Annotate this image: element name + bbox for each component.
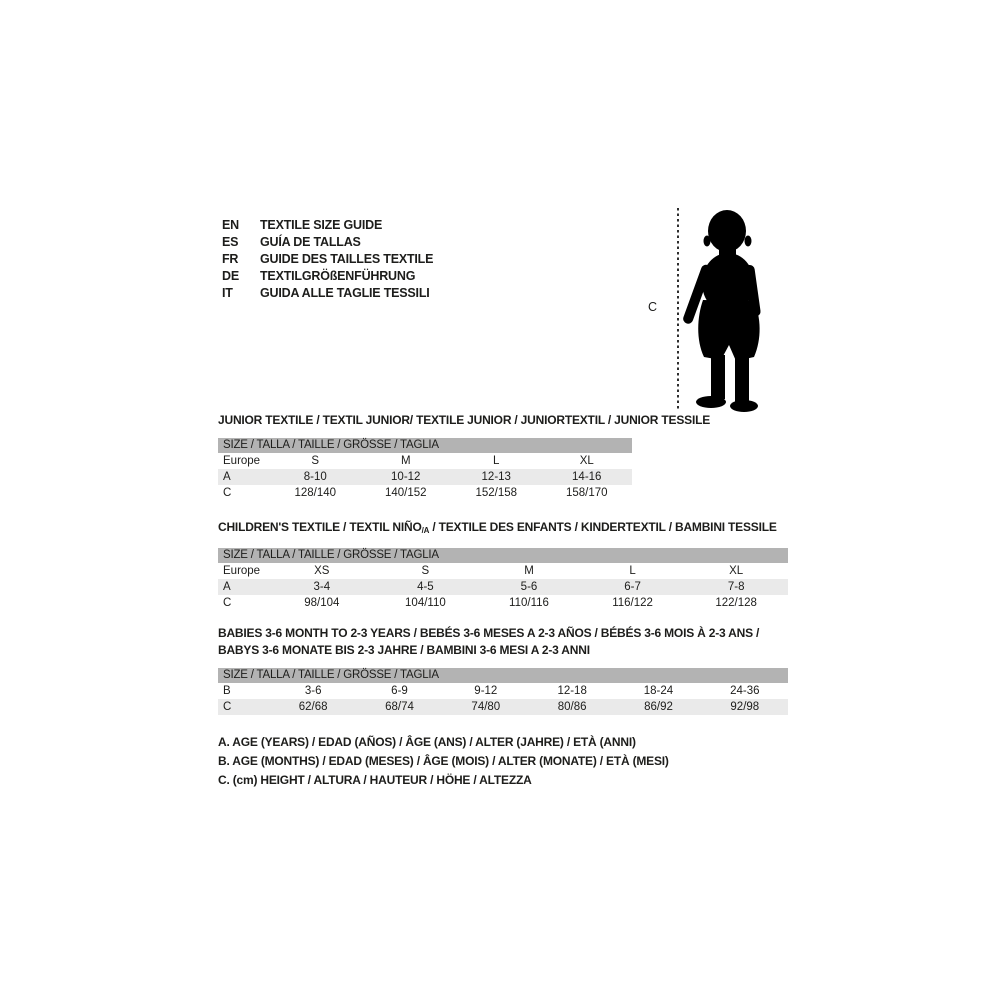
table-cell: 6-7 [624, 581, 641, 593]
language-code: IT [222, 285, 233, 300]
language-guide-label: TEXTILE SIZE GUIDE [260, 217, 383, 232]
language-row-fr [222, 250, 433, 267]
table-cell: 158/170 [565, 487, 608, 499]
table-title-babies-textile [218, 625, 788, 659]
table-title-text: BABYS 3-6 MONATE BIS 2-3 JAHRE / BAMBINI 3-6 MESI A 2-3 ANNI [218, 643, 590, 657]
table-cell: 128/140 [294, 487, 337, 499]
table-cell: XL [729, 565, 744, 577]
table-cell: 24-36 [730, 685, 760, 697]
table-row [218, 469, 632, 485]
table-cell: 62/68 [298, 701, 328, 713]
table-cell: 8-10 [303, 471, 327, 483]
table-cell: 5-6 [520, 581, 538, 593]
table-cell: 12-18 [557, 685, 587, 697]
language-code: FR [222, 251, 239, 266]
row-label: C [223, 597, 232, 609]
table-cell: 110/116 [509, 597, 549, 609]
table-cell: 10-12 [391, 471, 421, 483]
table-cell: 18-24 [643, 685, 674, 697]
size-band-header: SIZE / TALLA / TAILLE / GRÖSSE / TAGLIA [218, 668, 788, 683]
row-label: C [223, 701, 232, 713]
table-cell: XL [579, 455, 594, 467]
table-cell: 4-5 [417, 581, 434, 593]
language-row-es [222, 233, 433, 250]
row-label: C [223, 487, 232, 499]
row-label: A [223, 471, 231, 483]
height-dotted-line [677, 208, 679, 409]
size-band-header: SIZE / TALLA / TAILLE / GRÖSSE / TAGLIA [218, 548, 788, 563]
table-row [218, 579, 788, 595]
table-title-text: /A [421, 526, 430, 535]
table-cell: 9-12 [474, 685, 498, 697]
table-cell: S [311, 455, 320, 467]
table-cell: 3-6 [304, 685, 322, 697]
table-cell: 12-13 [481, 471, 511, 483]
language-guide-label: GUIDA ALLE TAGLIE TESSILI [260, 285, 430, 300]
table-cell: 80/86 [557, 701, 587, 713]
table-cell: 122/128 [715, 597, 757, 609]
table-cell: XS [314, 565, 330, 577]
table-cell: 3-4 [313, 581, 331, 593]
table-cell: M [400, 455, 411, 467]
table-cell: 6-9 [391, 685, 408, 697]
table-cell: 68/74 [385, 701, 414, 713]
table-cell: 104/110 [405, 597, 446, 609]
table-title-line [218, 412, 711, 429]
table-cell: M [524, 565, 534, 577]
table-cell: 140/152 [384, 487, 427, 499]
table-cell: L [493, 455, 500, 467]
row-label: B [223, 685, 231, 697]
table-title-text: JUNIOR TEXTILE / TEXTIL JUNIOR/ TEXTILE JUNIOR / JUNIORTEXTIL / JUNIOR TESSILE [218, 413, 711, 427]
table-title-line [218, 519, 788, 539]
size-band-header: SIZE / TALLA / TAILLE / GRÖSSE / TAGLIA [218, 438, 632, 453]
footnote-0: A. AGE (YEARS) / EDAD (AÑOS) / ÂGE (ANS) / ALTER (JAHRE) / ETÀ (ANNI) [218, 735, 636, 749]
row-label: Europe [223, 565, 261, 577]
table-cell: 74/80 [471, 701, 501, 713]
size-table-babies-textile [218, 625, 788, 715]
row-label: A [223, 581, 231, 593]
table-title-text: / TEXTILE DES ENFANTS / KINDERTEXTIL / BAMBINI TESSILE [429, 520, 777, 534]
table-cell: 152/158 [475, 487, 518, 499]
footnotes [218, 733, 669, 790]
language-guide [222, 216, 433, 301]
table-row [218, 453, 632, 469]
table-title-text: BABIES 3-6 MONTH TO 2-3 YEARS / BEBÉS 3-6 MESES A 2-3 AÑOS / BÉBÉS 3-6 MOIS À 2-3 ANS / [218, 626, 760, 640]
table-title-line [218, 642, 788, 659]
toddler-silhouette-icon [683, 205, 778, 412]
table-cell: 86/92 [644, 701, 673, 713]
language-code: EN [222, 217, 239, 232]
table-cell: 116/122 [612, 597, 653, 609]
height-marker-label: C [648, 300, 658, 314]
table-row [218, 683, 788, 699]
language-code: ES [222, 234, 239, 249]
table-row [218, 595, 788, 611]
table-cell: 7-8 [727, 581, 745, 593]
size-table-childrens-textile [218, 519, 788, 611]
table-title-line [218, 625, 788, 642]
table-cell: 98/104 [304, 597, 340, 609]
language-code: DE [222, 268, 239, 283]
footnote-1: B. AGE (MONTHS) / EDAD (MESES) / ÂGE (MOIS) / ALTER (MONATE) / ETÀ (MESI) [218, 754, 669, 768]
table-row [218, 485, 632, 501]
language-row-it [222, 284, 433, 301]
table-row [218, 563, 788, 579]
table-cell: S [421, 565, 430, 577]
table-cell: 92/98 [730, 701, 760, 713]
language-guide-label: TEXTILGRÖßENFÜHRUNG [260, 268, 416, 283]
language-row-en [222, 216, 433, 233]
table-cell: 14-16 [572, 471, 602, 483]
language-guide-label: GUÍA DE TALLAS [260, 234, 361, 249]
table-cell: L [629, 565, 636, 577]
language-guide-label: GUIDE DES TAILLES TEXTILE [260, 251, 434, 266]
size-table-junior-textile [218, 412, 711, 501]
table-title-junior-textile [218, 412, 711, 429]
language-row-de [222, 267, 433, 284]
table-title-childrens-textile [218, 519, 788, 539]
row-label: Europe [223, 455, 261, 467]
table-title-text: CHILDREN'S TEXTILE / TEXTIL NIÑO [218, 520, 422, 534]
footnote-2: C. (cm) HEIGHT / ALTURA / HAUTEUR / HÖHE / ALTEZZA [218, 773, 532, 787]
table-row [218, 699, 788, 715]
